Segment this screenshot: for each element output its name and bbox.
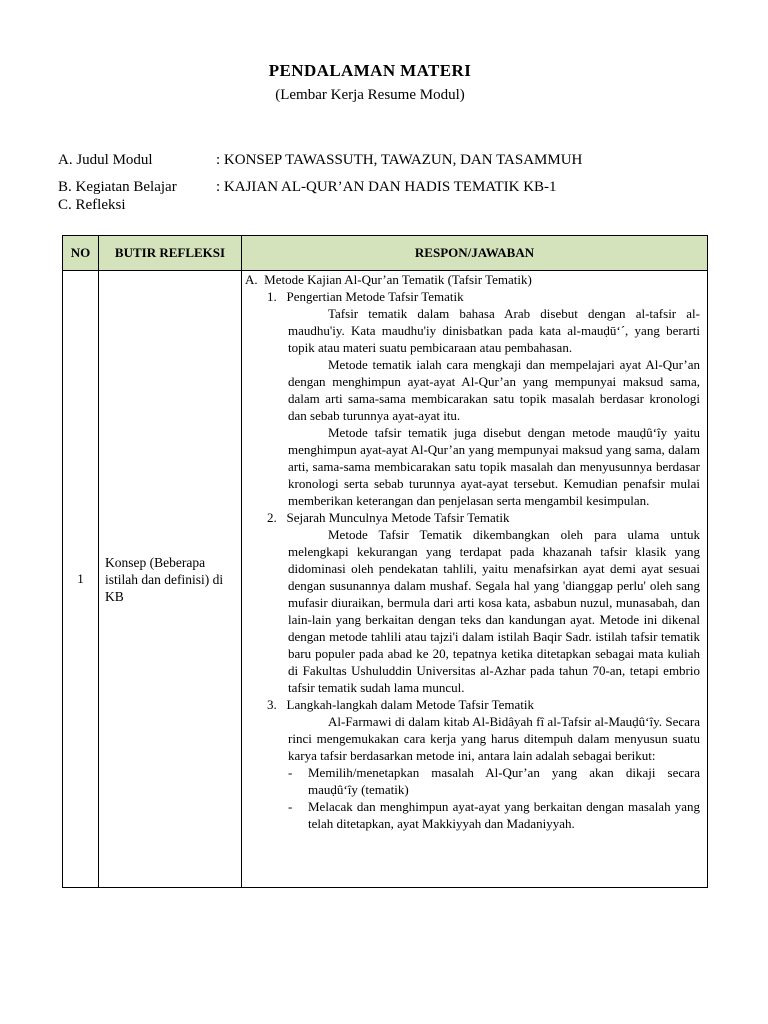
paragraph: Metode tematik ialah cara mengkaji dan mempelajari ayat Al-Qur’an dengan menghimpun ayat-ayat Al-Qur’an yang mempunyai maksud sama, dalam arti sama-sama membicarakan satu topik masalah berdasar kronologi dan sebab turunnya ayat-ayat itu.	[288, 357, 700, 423]
paragraph: Al-Farmawi di dalam kitab Al-Bidâyah fî al-Tafsir al-Mauḍû‘îy. Secara rinci mengemukakan cara kerja yang harus ditempuh dalam menyusun suatu karya tafsir berdasarkan metode ini, antara lain adalah sebagai berikut:	[288, 714, 700, 763]
bullet-item: - Melacak dan menghimpun ayat-ayat yang berkaitan dengan masalah yang telah ditetapkan, ayat Makkiyyah dan Madaniyyah.	[288, 799, 700, 831]
learning-activity-label: B. Kegiatan Belajar	[58, 179, 177, 195]
reflection-label: C. Refleksi	[58, 197, 126, 213]
module-title-label: A. Judul Modul	[58, 152, 153, 168]
paragraph: Tafsir tematik dalam bahasa Arab disebut dengan al-tafsir al-maudhu'iy. Kata maudhu'iy dinisbatkan pada kata al-mauḍū‘´, yang berarti topik atau materi suatu pembicaraan atau pembahasan.	[288, 306, 700, 355]
reflection-table	[62, 235, 708, 888]
item-heading: 3. Langkah-langkah dalam Metode Tafsir Tematik	[267, 697, 535, 712]
bullet-text: Melacak dan menghimpun ayat-ayat yang berkaitan dengan masalah yang telah ditetapkan, ayat Makkiyyah dan Madaniyyah.	[308, 799, 700, 831]
row-reflection-item: Konsep (Beberapa istilah dan definisi) di KB	[99, 271, 242, 888]
row-response	[242, 271, 708, 888]
item-heading: 2. Sejarah Munculnya Metode Tafsir Tematik	[267, 510, 510, 525]
bullet-text: Memilih/menetapkan masalah Al-Qur’an yang akan dikaji secara mauḍû‘îy (tematik)	[308, 765, 700, 797]
table-header-row	[63, 236, 708, 271]
item-heading: 1. Pengertian Metode Tafsir Tematik	[267, 289, 464, 304]
section-heading: A. Metode Kajian Al-Qur’an Tematik (Tafsir Tematik)	[245, 272, 532, 287]
header-butir-refleksi: BUTIR REFLEKSI	[99, 236, 242, 271]
bullet-item: - Memilih/menetapkan masalah Al-Qur’an yang akan dikaji secara mauḍû‘îy (tematik)	[288, 765, 700, 797]
header-no: NO	[63, 236, 99, 271]
page-title: PENDALAMAN MATERI	[268, 61, 472, 80]
learning-activity-value: : KAJIAN AL-QUR’AN DAN HADIS TEMATIK KB-1	[216, 179, 557, 195]
response-content	[245, 271, 700, 832]
header-respon-jawaban: RESPON/JAWABAN	[242, 236, 708, 271]
paragraph: Metode tafsir tematik juga disebut dengan metode mauḍû‘îy yaitu menghimpun ayat-ayat Al-Qur’an yang mempunyai maksud yang sama, dalam arti, sama-sama membicarakan satu topik masalah dan menyusunnya berdasar kronologi serta sebab turunnya ayat-ayat tersebut. Kemudian penafsir mulai memberikan keterangan dan penjelasan serta mengambil kesimpulan.	[288, 425, 700, 508]
module-title-value: : KONSEP TAWASSUTH, TAWAZUN, DAN TASAMMUH	[216, 152, 583, 168]
page-subtitle: (Lembar Kerja Resume Modul)	[275, 87, 465, 103]
row-number: 1	[63, 271, 99, 888]
paragraph: Metode Tafsir Tematik dikembangkan oleh para ulama untuk melengkapi kekurangan yang terdapat pada khazanah tafsir klasik yang didominasi oleh pendekatan tahlili, yaitu menafsirkan ayat demi ayat sesuai dengan susunannya dalam mushaf. Segala hal yang 'dianggap perlu' oleh sang mufasir diuraikan, bermula dari arti kosa kata, asbabun nuzul, munasabah, dan lain-lain yang berkaitan dengan teks dan kandungan ayat. Metode ini dikenal dengan metode tahlili atau tajzi'i dalam istilah Baqir Sadr. istilah tafsir tematik baru populer pada abad ke 20, tepatnya ketika ditetapkan sebagai mata kuliah di Fakultas Ushuluddin Universitas al-Azhar pada tahun 70-an, tetapi embrio tafsir tematik sudah lama muncul.	[288, 527, 700, 695]
table-row	[63, 271, 708, 888]
